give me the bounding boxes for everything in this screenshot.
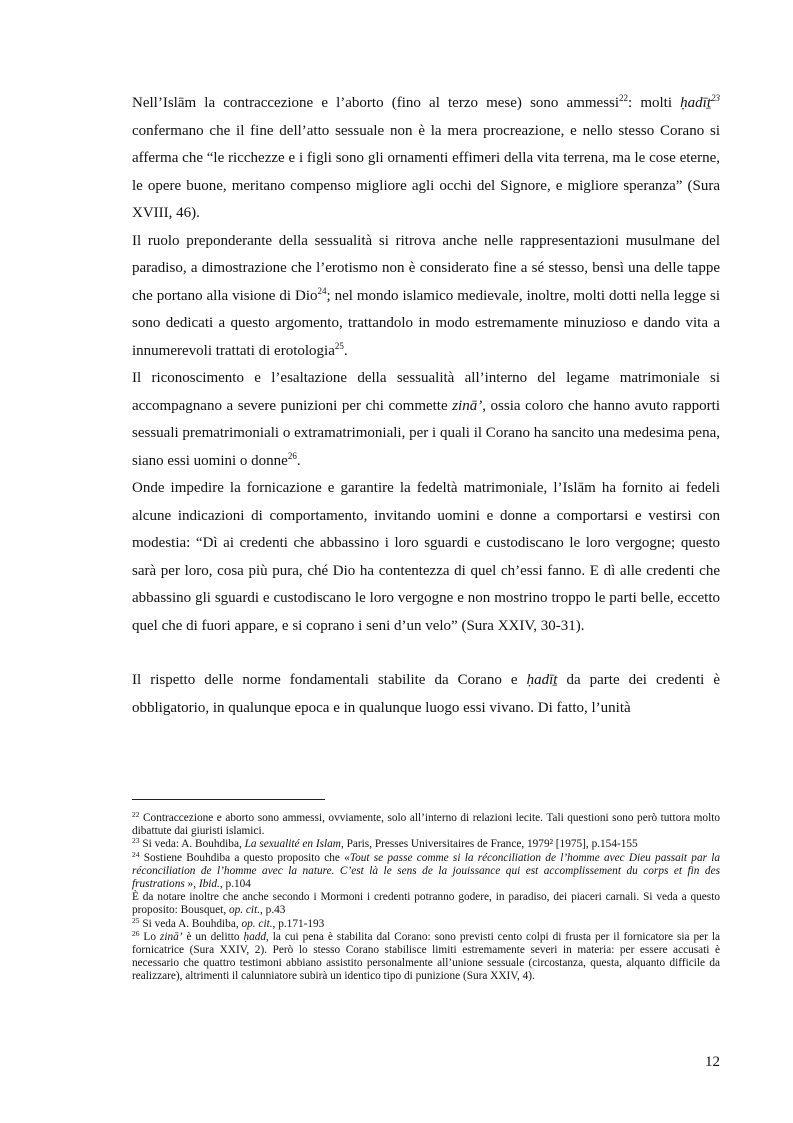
footnotes <box>132 812 720 984</box>
paragraph-text: Il ruolo preponderante della sessualità si ritrova anche nelle rappresentazioni musulmane del paradiso, a dimostrazione che l’erotismo non è considerato fine a sé stesso, bensì una delle tappe che portano alla visione di Dio <box>132 232 720 304</box>
footnote-text: è un delitto <box>182 930 244 943</box>
paragraph-text: da parte dei credenti è obbligatorio, in qualunque epoca e in qualunque luogo essi vivano. Di fatto, l’unità <box>132 672 721 716</box>
book-title: La sexualité en Islam <box>244 838 341 851</box>
footnote-text: È da notare inoltre che anche secondo i Mormoni i credenti potranno godere, in paradiso, dei piaceri carnali. Si veda a questo proposito: Bousquet, <box>132 891 720 917</box>
paragraph-text: : molti <box>628 95 681 111</box>
footnote-25 <box>132 915 720 931</box>
main-text <box>132 90 720 722</box>
footnote-text: , Paris, Presses Universitaires de France, 1979² [1975], p.154-155 <box>340 838 638 851</box>
paragraph-text: ; nel mondo islamico medievale, inoltre, molti dotti nella legge si sono dedicati a questo argomento, trattandolo in modo estremamente minuzioso e dando vita a innumerevoli trattati di erotologia <box>132 287 720 359</box>
footnote-number: 23 <box>132 836 140 846</box>
paragraph-3 <box>132 365 720 475</box>
paragraph-text: . <box>343 342 348 359</box>
footnote-number: 24 <box>132 849 140 859</box>
citation-abbrev: op. cit. <box>241 917 273 930</box>
footnote-text: , la cui pena è stabilita dal Corano: sono previsti cento colpi di frusta per il fornicatore sia per la fornicatrice (Sura XXIV, 2). Però lo stesso Corano stabilisce limiti estremamente severi in materia: per essere accusati è necessario che quattro testimoni abbiano assistito personalmente all’unione sessuale (circostanza, questa, alquanto difficile da realizzare), altrimenti il calunniatore subirà un identico tipo di punizione (Sura XXIV, 4). <box>132 930 720 983</box>
paragraph-text: Il rispetto delle norme fondamentali stabilite da Corano e <box>132 672 527 688</box>
quotation: Tout se passe comme si la réconciliation de l’homme avec Dieu passait par la réconciliation de l’homme avec la nature. C’est là le sens de la jouissance qui est accomplissement du corps et fin des frustrations <box>132 851 721 891</box>
footnote-number: 26 <box>132 928 140 938</box>
footnote-text: Si veda: A. Bouhdiba, <box>139 838 245 851</box>
footnote-22 <box>132 812 720 838</box>
footnote-ref-22[interactable]: 22 <box>619 93 629 103</box>
footnote-text: Sostiene Bouhdiba a questo proposito che « <box>139 851 350 864</box>
footnote-24-continuation <box>132 891 720 917</box>
footnote-24 <box>132 849 721 892</box>
footnote-ref-23[interactable]: 23 <box>711 93 721 103</box>
italic-term: zinā’ <box>452 397 483 414</box>
footnote-number: 25 <box>132 915 140 925</box>
italic-term: ḥadīṯ <box>526 672 558 688</box>
paragraph-2 <box>132 228 720 366</box>
page-number: 12 <box>705 1054 720 1070</box>
footnote-text: », <box>184 878 199 891</box>
italic-term: ḥadīṯ <box>680 95 712 111</box>
footnote-text: , p.104 <box>219 878 251 891</box>
paragraph-text: . <box>296 452 301 469</box>
italic-term: ḥadd <box>243 930 267 943</box>
footnote-separator <box>132 799 325 800</box>
footnote-23 <box>132 838 720 851</box>
paragraph-text: confermano che il fine dell’atto sessuale non è la mera procreazione, e nello stesso Corano si afferma che “le ricchezze e i figli sono gli ornamenti effimeri della vita terrena, ma le cose eterne, le opere buone, meritano compenso migliore agli occhi del Signore, e migliore speranza” (Sura XVIII, 46). <box>132 122 720 221</box>
footnote-text: Contraccezione e aborto sono ammessi, ovviamente, solo all’interno di relazioni lecite. Tali questioni sono però tuttora molto dibattute dai giuristi islamici. <box>132 812 720 838</box>
paragraph-1 <box>132 90 720 228</box>
footnote-ref-24[interactable]: 24 <box>317 285 327 296</box>
paragraph-text: , ossia coloro che hanno avuto rapporti sessuali prematrimoniali o extramatrimoniali, per i quali il Corano ha sancito una medesima pena, siano essi uomini o donne <box>132 397 721 469</box>
footnote-number: 22 <box>132 810 140 819</box>
footnote-ref-25[interactable]: 25 <box>334 340 344 351</box>
footnote-26 <box>132 928 720 984</box>
citation-abbrev: Ibid. <box>198 878 220 891</box>
paragraph-5 <box>132 667 720 722</box>
footnote-ref-26[interactable]: 26 <box>287 450 297 461</box>
italic-term: zinā’ <box>159 930 183 943</box>
paragraph-text: Nell’Islām la contraccezione e l’aborto (fino al terzo mese) sono ammessi <box>132 95 620 111</box>
citation-abbrev: op. cit. <box>228 904 261 917</box>
paragraph-text: Il riconoscimento e l’esaltazione della sessualità all’interno del legame matrimoniale si accompagnano a severe punizioni per chi commette <box>132 370 720 414</box>
footnote-text: Lo <box>139 930 160 943</box>
footnote-text: , p.43 <box>260 904 286 917</box>
footnote-text: Si veda A. Bouhdiba, <box>139 917 242 930</box>
footnote-text: , p.171-193 <box>272 917 325 930</box>
paragraph-4: Onde impedire la fornicazione e garantire la fedeltà matrimoniale, l’Islām ha fornito ai fedeli alcune indicazioni di comportamento, invitando uomini e donne a comportarsi e vestirsi con modestia: “Dì ai credenti che abbassino i loro sguardi e custodiscano le loro vergogne; questo sarà per loro, cosa più pura, ché Dio ha contentezza di quel ch’essi fanno. E dì alle credenti che abbassino gli sguardi e custodiscano le loro vergogne e non mostrino troppo le parti belle, eccetto quel che di fuori appare, e si coprano i seni d’un velo” (Sura XXIV, 30-31). <box>132 480 720 634</box>
